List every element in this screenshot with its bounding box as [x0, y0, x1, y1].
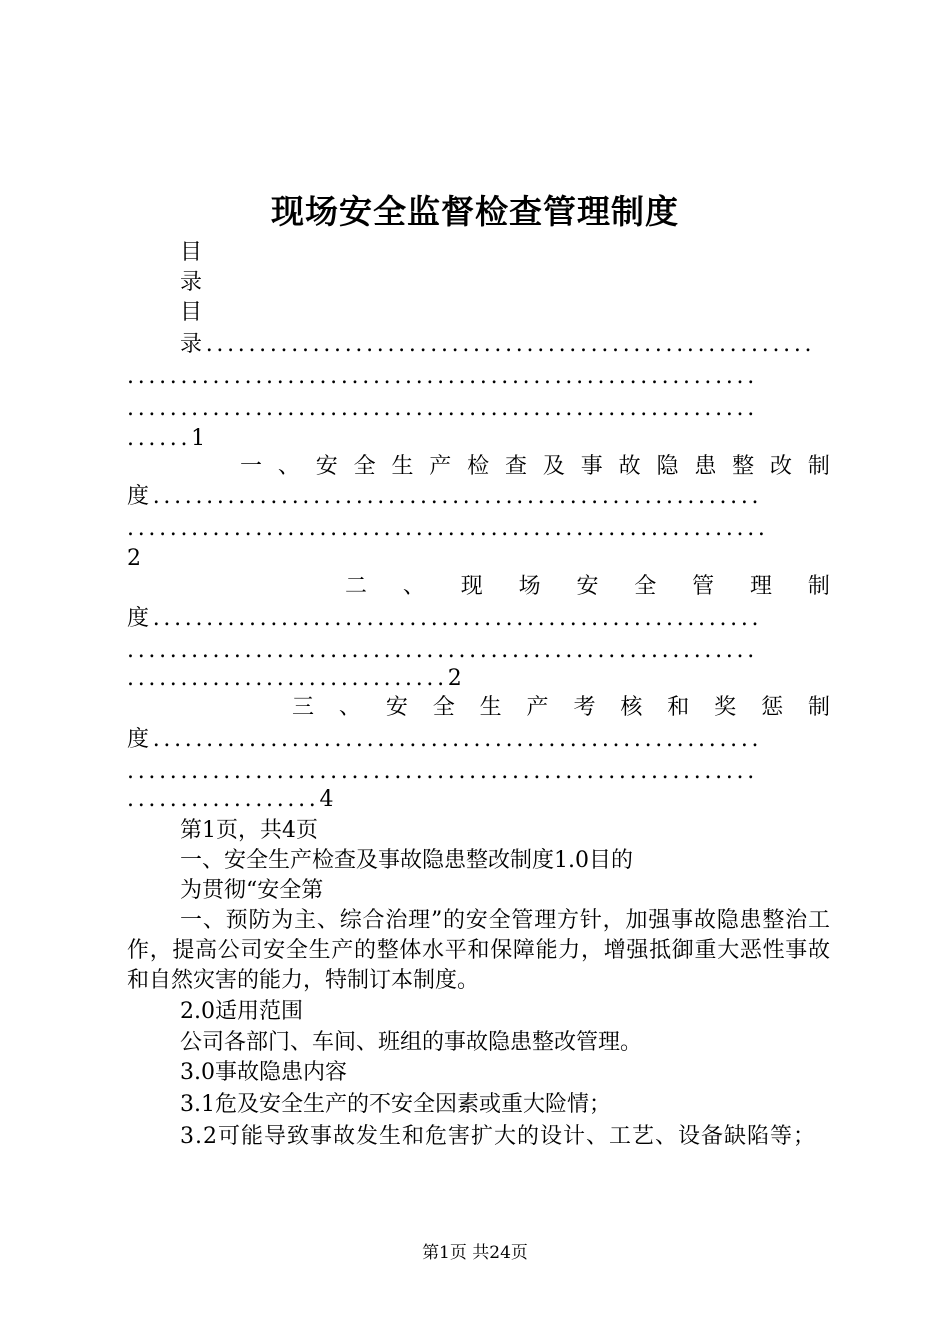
toc-entry-line: ......1 [127, 426, 209, 451]
toc-entry-line: ........................................................... [127, 638, 758, 663]
toc-label-char: 目 [180, 300, 203, 325]
toc-heading-char: 管 [692, 574, 715, 599]
toc-heading-char: 及 [542, 454, 565, 479]
document-title: 现场安全监督检查管理制度 [271, 192, 679, 231]
paragraph-line: 公司各部门、车间、班组的事故隐患整改管理。 [180, 1030, 643, 1055]
toc-entry-line: ........................................................... [127, 396, 758, 421]
toc-heading-char: 一 [240, 454, 263, 479]
toc-heading-char: 制 [807, 454, 830, 479]
toc-heading-char: 整 [732, 454, 755, 479]
toc-heading-char: 、 [402, 574, 425, 599]
toc-heading-char: 产 [429, 454, 452, 479]
toc-heading-char: 隐 [656, 454, 679, 479]
toc-heading-char: 惩 [761, 695, 784, 720]
toc-label-char: 目 [180, 240, 203, 265]
toc-heading-char: 检 [467, 454, 490, 479]
list-item: 3.1危及安全生产的不安全因素或重大险情； [180, 1092, 611, 1117]
toc-heading-char: 二 [345, 574, 368, 599]
toc-entry-line: 度......................................................... [127, 727, 763, 752]
toc-entry-line: 度......................................................... [127, 484, 763, 509]
section-heading: 3.0事故隐患内容 [180, 1060, 347, 1085]
toc-entry-line: ..................4 [127, 787, 338, 812]
toc-entry-heading [240, 452, 830, 482]
toc-entry-line: ............................................................ [127, 516, 769, 541]
toc-heading-char: 考 [573, 695, 596, 720]
toc-entry-line: 度......................................................... [127, 606, 763, 631]
toc-heading-char: 场 [518, 574, 541, 599]
toc-heading-char: 全 [634, 574, 657, 599]
toc-heading-char: 核 [620, 695, 643, 720]
toc-heading-char: 和 [667, 695, 690, 720]
section-heading: 2.0适用范围 [180, 999, 303, 1024]
section-heading: 一、安全生产检查及事故隐患整改制度1.0目的 [180, 848, 633, 873]
toc-heading-char: 现 [460, 574, 483, 599]
toc-heading-char: 安 [315, 454, 338, 479]
toc-heading-char: 、 [277, 454, 300, 479]
toc-heading-char: 事 [580, 454, 603, 479]
toc-heading-char: 全 [353, 454, 376, 479]
page-footer: 第1页 共24页 [422, 1243, 528, 1263]
toc-heading-char: 生 [391, 454, 414, 479]
toc-heading-char: 理 [750, 574, 773, 599]
toc-heading-char: 产 [526, 695, 549, 720]
toc-heading-char: 患 [694, 454, 717, 479]
paragraph: 一、预防为主、综合治理”的安全管理方针，加强事故隐患整治工作，提高公司安全生产的整体水平和保障能力，增强抵御重大恶性事故和自然灾害的能力，特制订本制度。 [127, 908, 830, 993]
toc-entry-line: ........................................................... [127, 759, 758, 784]
toc-heading-char: 查 [505, 454, 528, 479]
toc-entry-heading [292, 693, 830, 723]
toc-entry-line: ..............................2 [127, 666, 466, 691]
paragraph-line: 为贯彻“安全第 [180, 878, 324, 903]
toc-heading-char: 、 [338, 695, 361, 720]
toc-heading-char: 安 [576, 574, 599, 599]
list-item: 3.2可能导致事故发生和危害扩大的设计、工艺、设备缺陷等； [180, 1124, 816, 1149]
toc-heading-char: 安 [385, 695, 408, 720]
toc-heading-char: 全 [432, 695, 455, 720]
toc-heading-char: 故 [618, 454, 641, 479]
toc-entry-line: ........................................................... [127, 364, 758, 389]
toc-entry-heading [345, 572, 830, 602]
toc-heading-char: 生 [479, 695, 502, 720]
toc-heading-char: 制 [807, 695, 830, 720]
toc-heading-char: 奖 [714, 695, 737, 720]
toc-heading-char: 改 [770, 454, 793, 479]
toc-label-char: 录 [180, 270, 203, 295]
toc-entry-page: 2 [127, 546, 141, 571]
toc-heading-char: 三 [292, 695, 315, 720]
toc-heading-char: 制 [807, 574, 830, 599]
page-marker: 第1页，共4页 [180, 818, 318, 843]
toc-entry-line: 录......................................................... [180, 332, 816, 357]
